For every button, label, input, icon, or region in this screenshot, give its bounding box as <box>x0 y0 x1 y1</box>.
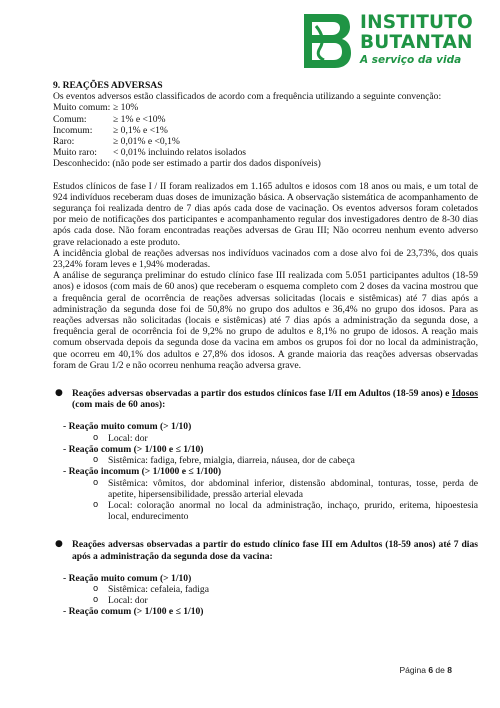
reaction-item: o Sistêmica: cefaleia, fadiga <box>93 583 209 595</box>
convention-row <box>53 114 478 125</box>
intro-text: Os eventos adversos estão classificados de acordo com a frequência utilizando a seguinte convenção: <box>53 91 442 103</box>
reaction-group-label: - Reação comum (> 1/100 e ≤ 1/10) <box>63 606 204 618</box>
convention-unknown: Desconhecido: (não pode ser estimado a partir dos dados disponíveis) <box>53 158 321 170</box>
reaction-group-label: - Reação muito comum (> 1/10) <box>63 572 192 584</box>
convention-value: ≥ 1% e <10% <box>113 113 166 125</box>
convention-row <box>53 147 478 158</box>
convention-term: Incomum: <box>53 124 93 136</box>
paragraph-phase-1-2: Estudos clínicos de fase I / II foram realizados em 1.165 adultos e idosos com 18 anos ou mais, e um total de 924 indivíduos receberam duas doses de imunização básica. A observação sistemática de acompanhamento de segurança foi realizada dentro de 7 dias após cada dose de vacinação. Os eventos adversos foram coletados por meio de notificações dos participantes e acompanhamento regular dos investigadores dentro de 8-30 dias após cada dose. Não foram encontradas reações adversas de Grau III; Não ocorreu nenhum evento adverso grave relacionado a este produto. <box>53 180 478 248</box>
reaction-item: o Sistêmica: vômitos, dor abdominal inferior, distensão abdominal, tonturas, tosse, perda de apetite, hipersensibilidade, pressão arterial elevada <box>93 477 478 500</box>
circle-bullet-icon: o <box>93 595 99 606</box>
logo-line-2: BUTANTAN <box>360 32 473 53</box>
reaction-item: o Sistêmica: fadiga, febre, mialgia, diarreia, náusea, dor de cabeça <box>93 455 355 467</box>
logo-line-1: INSTITUTO <box>360 12 473 33</box>
bullet-icon: ● <box>55 388 63 399</box>
circle-bullet-icon: o <box>93 583 99 594</box>
convention-term: Comum: <box>53 113 87 125</box>
convention-value: ≥ 10% <box>113 102 139 114</box>
institute-logo <box>302 12 482 70</box>
convention-value: < 0,01% incluindo relatos isolados <box>113 147 247 159</box>
convention-row <box>53 102 478 113</box>
butantan-logo-icon <box>302 12 352 70</box>
paragraph-phase-3: A análise de segurança preliminar do estudo clínico fase III realizada com 5.051 participantes adultos (18-59 anos) e idosos (com mais de 60 anos) que receberam o esquema completo com 2 doses da vacina mostrou que a frequência geral de ocorrência de reações adversas solicitadas (locais e sistêmicas) até 7 dias após a administração da segunda dose foi de 50,8% no grupo dos adultos e 36,4% no grupo dos idosos. Para as reações adversas não solicitadas (locais e sistêmicas) até 7 dias após a administração da segunda dose, a frequência geral de ocorrência foi de 9,2% no grupo de adultos e 8,1% no grupo de idosos. A reação mais comum observada depois da segunda dose da vacina em ambos os grupos foi dor no local da administração, que ocorreu em 40,1% dos adultos e 27,8% dos idosos. A grande maioria das reações adversas observadas foram de Grau 1/2 e não ocorreu nenhuma reação adversa grave. <box>53 270 478 371</box>
convention-term: Muito comum: <box>53 102 111 114</box>
bullet-tail: (com mais de 60 anos): <box>72 399 166 411</box>
convention-term: Muito raro: <box>53 147 97 159</box>
bullet-underlined: Idosos <box>451 388 478 400</box>
convention-term: Raro: <box>53 136 75 148</box>
convention-value: ≥ 0,01% e <0,1% <box>113 136 180 148</box>
reaction-item: o Local: dor <box>93 432 148 444</box>
circle-bullet-icon: o <box>93 455 99 466</box>
bullet-phase-3 <box>53 539 478 561</box>
bullet-text: Reações adversas observadas a partir do estudo clínico fase III em Adultos (18-59 anos) até 7 dias após a administração da segunda dose da vacina: <box>72 539 478 562</box>
circle-bullet-icon: o <box>93 477 99 488</box>
convention-row <box>53 136 478 147</box>
paragraph-incidence: A incidência global de reações adversas nos indivíduos vacinados com a dose alvo foi de 23,73%, dos quais 23,24% foram leves e 1,94% moderadas. <box>53 247 478 271</box>
reaction-item: o Local: coloração anormal no local da administração, inchaço, prurido, eritema, hipoestesia local, endurecimento <box>93 499 478 523</box>
reaction-item: o Local: dor <box>93 595 148 607</box>
logo-tagline: A serviço da vida <box>360 54 462 66</box>
reaction-group-label: - Reação incomum (> 1/1000 e ≤ 1/100) <box>63 466 222 478</box>
section-title: 9. REAÇÕES ADVERSAS <box>53 80 163 91</box>
reaction-group-label: - Reação comum (> 1/100 e ≤ 1/10) <box>63 443 204 455</box>
frequency-conventions <box>53 102 478 169</box>
reaction-group-label: - Reação muito comum (> 1/10) <box>63 421 192 433</box>
bullet-lead: Reações adversas observadas a partir dos estudos clínicos fase I/II em Adultos (18-59 anos) e <box>72 388 450 400</box>
main-content <box>53 80 478 618</box>
circle-bullet-icon: o <box>93 432 99 443</box>
bullet-phase-1-2 <box>53 388 478 410</box>
convention-row <box>53 125 478 136</box>
bullet-icon: ● <box>55 539 63 550</box>
page-number: Página 6 de 8 <box>399 665 452 675</box>
convention-value: ≥ 0,1% e <1% <box>113 124 168 136</box>
circle-bullet-icon: o <box>93 499 99 510</box>
